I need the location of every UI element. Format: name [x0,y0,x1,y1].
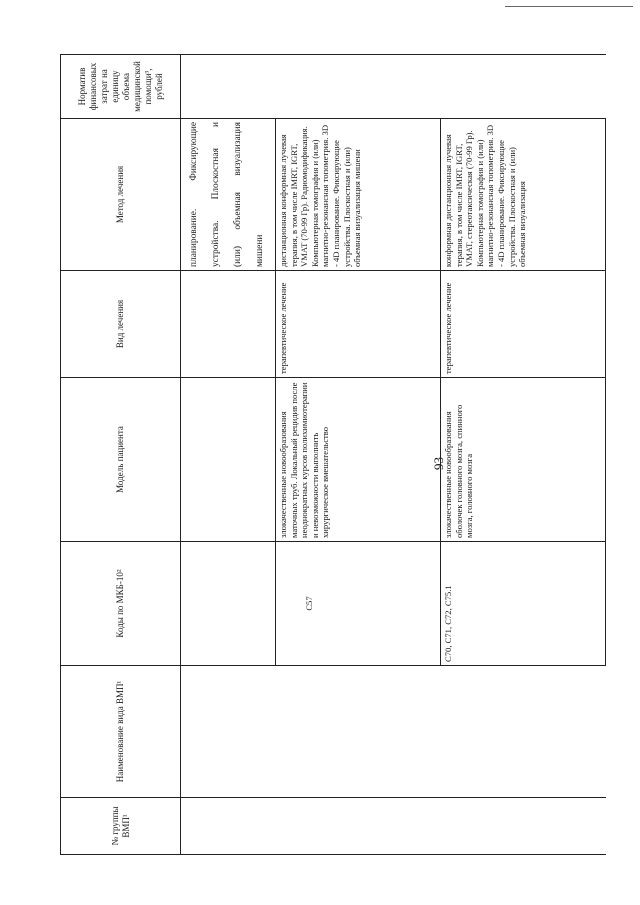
continuation-line: (или) объемная визуализация [233,122,243,267]
cell-patient-model: злокачественные новообразования оболочек головного мозга, спинного мозга, головного мозга [441,378,606,542]
top-rule [505,6,633,7]
cell-treatment-method: дистанционная конформная лучевая терапия, в том числе IMRT, IGRT, VMAT (70-99 Гр). Радиомодификация. Компьютерная томография и (или) магнитно-резонансная топометрия. 3D - 4D планирование. Фиксирующие устройства. Плоскостная и (или) объемная визуализация мишени [276,119,441,271]
vmp-table [60,54,606,855]
header-financial-norm: Норматив финансовых затрат на единицу объема медицинской помощи³, рублей [61,55,181,119]
header-group-no: № группы ВМП¹ [61,798,181,855]
header-icd-codes: Коды по МКБ-10² [61,542,181,666]
header-vmp-name: Наименование вида ВМП¹ [61,666,181,798]
cell-codes: C70, C71, C72, C75.1 [441,542,606,666]
cell-model-empty [181,378,276,542]
table-row [181,55,276,855]
continuation-line: планирование. Фиксирующие [189,122,199,267]
cell-codes: C57 [276,542,441,666]
page-number: 93 [431,457,446,470]
rotated-page [50,55,640,855]
cell-group-no [181,798,606,855]
continuation-cell [181,119,276,271]
table-header-row [61,55,181,855]
cell-treatment-type: терапевтическое лечение [441,271,606,378]
header-treatment-type: Вид лечения [61,271,181,378]
cell-codes-empty [181,542,276,666]
continuation-line: мишени [255,234,265,267]
header-treatment-method: Метод лечения [61,119,181,271]
cell-treatment-type: терапевтическое лечение [276,271,441,378]
cell-vmp-name [181,666,606,798]
cell-norm [181,55,606,119]
cell-type-empty [181,271,276,378]
continuation-line: устройства. Плоскостная и [211,122,221,267]
cell-treatment-method: конформная дистанционная лучевая терапия, в том числе IMRT, IGRT, VMAT, стереотаксическая (70-99 Гр). Компьютерная томография и (или) магнитно-резонансная топометрия. 3D - 4D планирование. Фиксирующие устройства. Плоскостная и (или) объемная визуализация [441,119,606,271]
header-patient-model: Модель пациента [61,378,181,542]
cell-patient-model: злокачественные новообразования маточных труб. Локальный рецидив после неоднократных курсов полихимиотерапии и невозможности выполнить хирургическое вмешательство [276,378,441,542]
